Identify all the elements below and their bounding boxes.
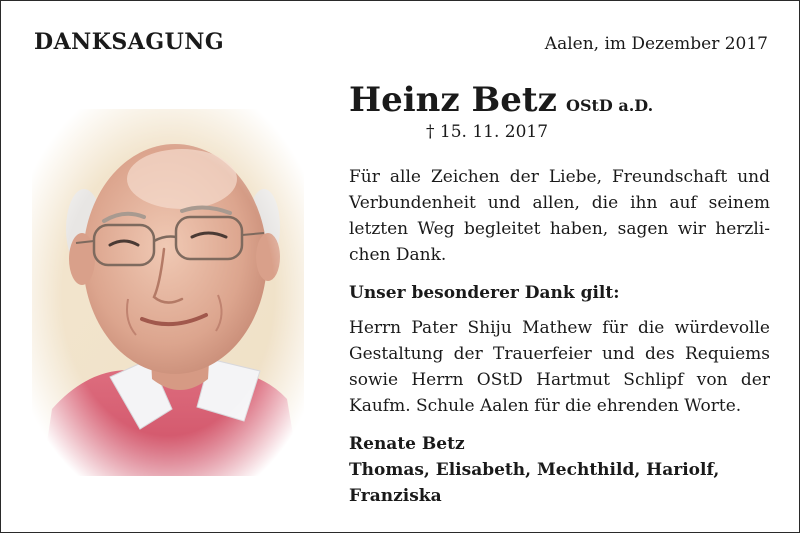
signer-line: Renate Betz — [349, 434, 465, 454]
signers — [349, 431, 719, 509]
deceased-title: OStD a.D. — [566, 96, 654, 115]
deceased-name: Heinz Betz — [349, 80, 557, 120]
signer-line: Thomas, Elisabeth, Mechthild, Hariolf, — [349, 460, 720, 480]
special-thanks-paragraph: Herrn Pater Shiju Mathew für die würdevolle Gestaltung der Trauerfeier und des Requiems sowie Herrn OStD Hartmut Schlipf von der Kaufm. Schule Aalen für die ehrenden Worte. — [349, 318, 770, 416]
page-title: DANKSAGUNG — [34, 29, 225, 55]
signer-line: Franziska — [349, 486, 442, 506]
thanks-paragraph: Für alle Zeichen der Liebe, Freundschaft und Verbundenheit und allen, die ihn auf seinem letzten Weg begleitet haben, sagen wir herzli-chen Dank. — [349, 167, 770, 265]
place-date: Aalen, im Dezember 2017 — [544, 34, 768, 54]
special-thanks-heading: Unser besonderer Dank gilt: — [349, 283, 620, 303]
portrait-photo — [32, 109, 304, 476]
death-date: † 15. 11. 2017 — [426, 122, 549, 142]
deceased-name-line — [349, 80, 653, 120]
